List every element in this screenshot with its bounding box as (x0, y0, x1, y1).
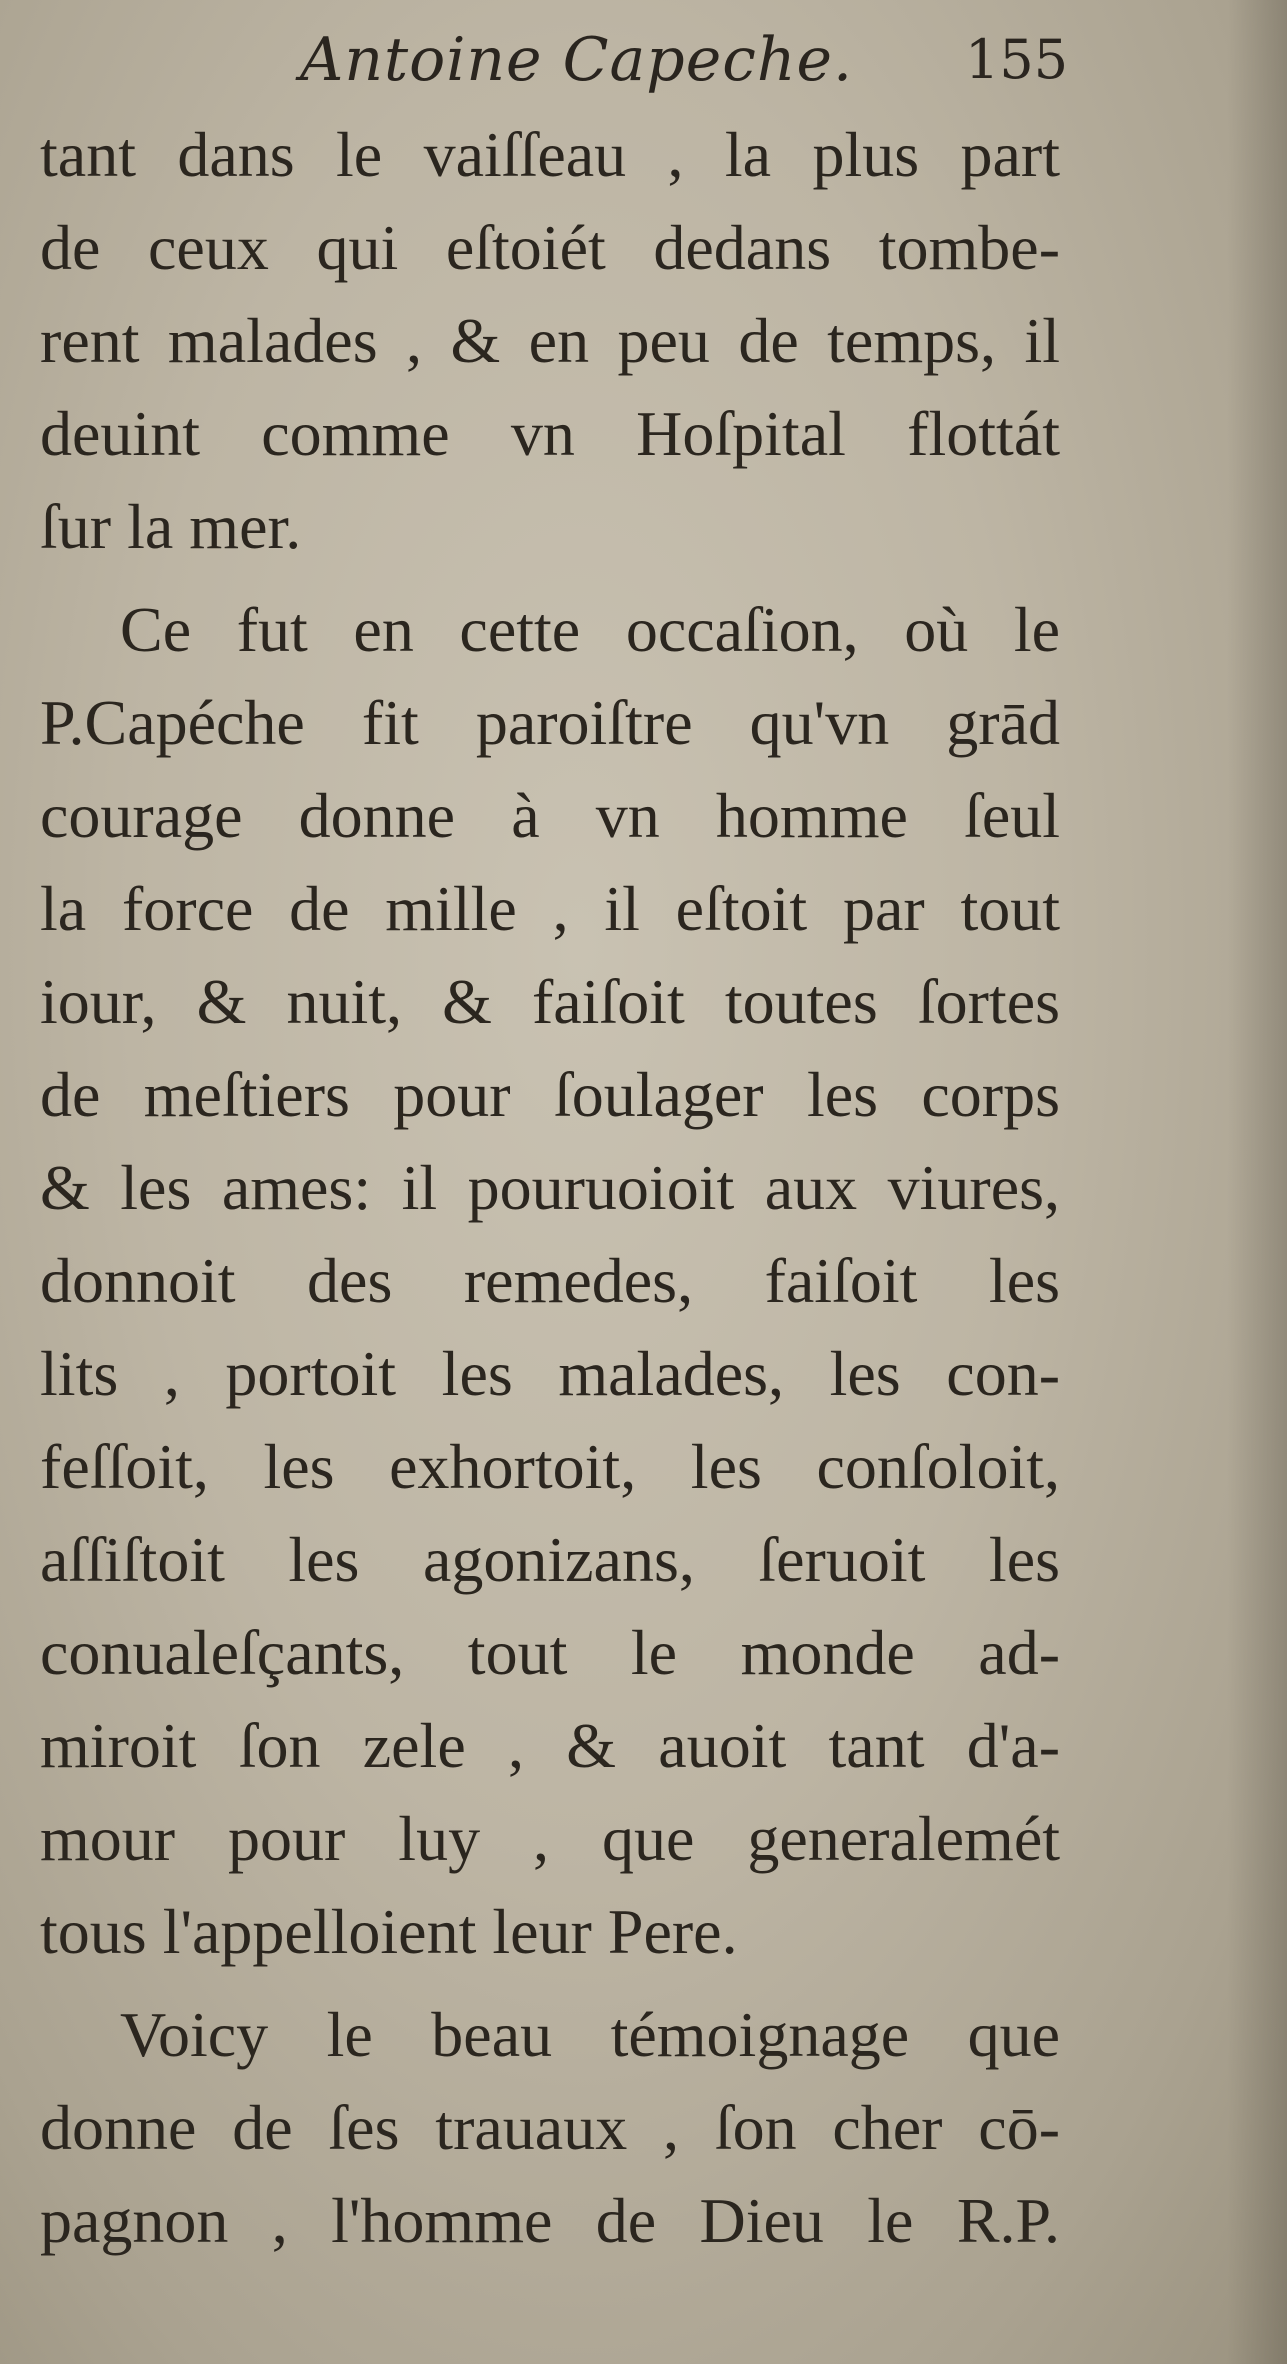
paragraph (40, 1988, 1060, 2267)
text-line: donne de ſes trauaux , ſon cher cō- (40, 2092, 1060, 2163)
text-line: feſſoit, les exhortoit, les conſoloit, (40, 1431, 1060, 1502)
text-line: P.Capéche fit paroiſtre qu'vn grād (40, 687, 1060, 758)
text-line: Ce fut en cette occaſion, où le (120, 594, 1060, 665)
text-line: la force de mille , il eſtoit par tout (40, 873, 1060, 944)
text-line: miroit ſon zele , & auoit tant d'a- (40, 1710, 1060, 1781)
running-title: Antoine Capeche. (300, 25, 854, 95)
text-line: de ceux qui eſtoiét dedans tombe- (40, 212, 1060, 283)
text-line: iour, & nuit, & faiſoit toutes ſortes (40, 966, 1060, 1037)
text-line: tous l'appelloient leur Pere. (40, 1896, 738, 1967)
text-line: pagnon , l'homme de Dieu le R.P. (40, 2185, 1060, 2256)
text-line: ſur la mer. (40, 491, 302, 562)
text-line: rent malades , & en peu de temps, il (40, 305, 1060, 376)
text-line: Voicy le beau témoignage que (120, 1999, 1060, 2070)
text-line: lits , portoit les malades, les con- (40, 1338, 1060, 1409)
text-line: deuint comme vn Hoſpital flottát (40, 398, 1060, 469)
paragraph (40, 108, 1060, 573)
text-line: mour pour luy , que generalemét (40, 1803, 1060, 1874)
page-number: 155 (965, 28, 1069, 91)
text-line: conualeſçants, tout le monde ad- (40, 1617, 1060, 1688)
text-line: tant dans le vaiſſeau , la plus part (40, 119, 1060, 190)
running-head (0, 20, 1287, 100)
text-line: de meſtiers pour ſoulager les corps (40, 1059, 1060, 1130)
text-line: courage donne à vn homme ſeul (40, 780, 1060, 851)
text-line: donnoit des remedes, faiſoit les (40, 1245, 1060, 1316)
paragraph (40, 583, 1060, 1978)
text-line: & les ames: il pouruoioit aux viures, (40, 1152, 1060, 1223)
body-text (40, 108, 1060, 2267)
text-line: aſſiſtoit les agonizans, ſeruoit les (40, 1524, 1060, 1595)
